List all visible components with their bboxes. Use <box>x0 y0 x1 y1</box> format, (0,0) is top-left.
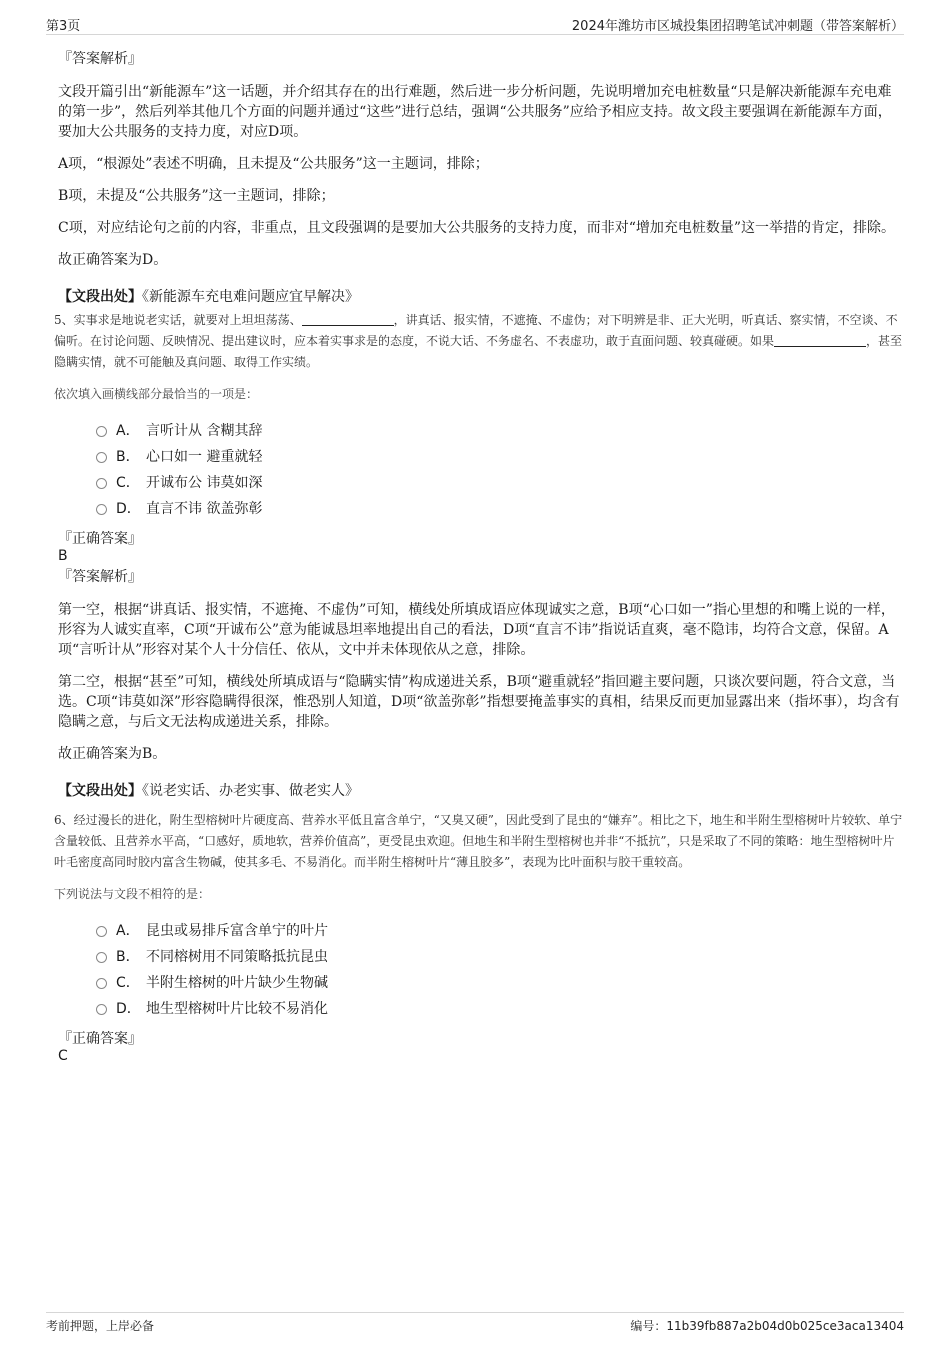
q5-text-part-3: ，甚至隐瞒实情，就不可能触及真问题、取得工作实绩。 <box>54 334 903 369</box>
q6-question-text: 6、经过漫长的进化，附生型榕树叶片硬度高、营养水平低且富含单宁，“又臭又硬”，因此受到了昆虫的“嫌弃”。相比之下，地生和半附生型榕树叶片较软、单宁含量较低、且营养水平高，“口感好，质地软，营养价值高”，更受昆虫欢迎。但地生和半附生型榕树也并非“不抵抗”，只是采取了不同的策略：地生型榕树叶片叶毛密度高同时胶内富含生物碱，使其多毛、不易消化。而半附生榕树叶片“薄且胶多”，表现为比叶面积与胶干重较高。 <box>54 813 903 869</box>
radio-icon[interactable] <box>96 926 107 937</box>
q4-analysis-paragraph-2: A项，“根源处”表述不明确，且未提及“公共服务”这一主题词，排除； <box>58 156 489 172</box>
q5-text-part-1: 5、实事求是地说老实话，就要对上坦坦荡荡、 <box>54 313 302 327</box>
q5-analysis-label: 『答案解析』 <box>58 569 142 585</box>
q5-conclusion: 故正确答案为B。 <box>58 746 167 762</box>
q5-option-d[interactable]: D． 直言不讳 欲盖弥彰 <box>96 496 904 522</box>
q5-text-part-2: ，讲真话、报实情，不遮掩、不虚伪；对下明辨是非、正大光明，听真话、察实情，不空谈、不偏听。在讨论问题、反映情况、提出建议时，应本着实事求是的态度，不说大话、不务虚名、不表虚功，敢于直面问题、较真碰硬。如果 <box>54 313 898 348</box>
footer-slogan: 考前押题，上岸必备 <box>46 1319 155 1333</box>
footer-code-value: 11b39fb887a2b04d0b025ce3aca13404 <box>666 1319 904 1333</box>
q5-prompt: 依次填入画横线部分最恰当的一项是： <box>54 387 259 401</box>
radio-icon[interactable] <box>96 478 107 489</box>
q5-blank-1 <box>302 313 394 326</box>
q4-source <box>58 286 904 306</box>
q6-answer-label: 『正确答案』 <box>58 1031 142 1047</box>
radio-icon[interactable] <box>96 952 107 963</box>
q5-source-title: 《说老实话、办老实事、做老实人》 <box>142 783 359 799</box>
q5-source-label: 【文段出处】 <box>58 783 142 799</box>
q4-conclusion: 故正确答案为D。 <box>58 252 168 268</box>
radio-icon[interactable] <box>96 452 107 463</box>
q5-answer-label: 『正确答案』 <box>58 531 142 547</box>
q6-option-c[interactable]: C． 半附生榕树的叶片缺少生物碱 <box>96 970 904 996</box>
q6-option-a[interactable]: A． 昆虫或易排斥富含单宁的叶片 <box>96 918 904 944</box>
q5-question-text <box>54 310 904 373</box>
q5-blank-2 <box>774 334 866 347</box>
radio-icon[interactable] <box>96 1004 107 1015</box>
q6-prompt: 下列说法与文段不相符的是： <box>54 887 211 901</box>
q6-options <box>96 918 904 1022</box>
q5-analysis-paragraph-2: 第二空，根据“甚至”可知，横线处所填成语与“隐瞒实情”构成递进关系，B项“避重就轻”指回避主要问题，只谈次要问题，符合文意，当选。C项“讳莫如深”形容隐瞒得很深，惟恐别人知道，D项“欲盖弥彰”指想要掩盖事实的真相，结果反而更加显露出来（指坏事），均含有隐瞒之意，与后文无法构成递进关系，排除。 <box>58 674 900 730</box>
q4-analysis-paragraph-4: C项，对应结论句之前的内容，非重点，且文段强调的是要加大公共服务的支持力度，而非对“增加充电桩数量”这一举措的肯定，排除。 <box>58 220 896 236</box>
document-title: 2024年潍坊市区城投集团招聘笔试冲刺题（带答案解析） <box>571 19 904 34</box>
q5-analysis-paragraph-1: 第一空，根据“讲真话、报实情，不遮掩、不虚伪”可知，横线处所填成语应体现诚实之意，B项“心口如一”指心里想的和嘴上说的一样，形容为人诚实直率，C项“开诚布公”意为能诚恳坦率地提出自己的看法，D项“直言不讳”指说话直爽，毫不隐讳，均符合文意，保留。A项“言听计从”形容对某个人十分信任、依从，文中并未体现依从之意，排除。 <box>58 602 895 658</box>
q6-answer: C <box>58 1048 68 1064</box>
q4-analysis-paragraph-3: B项，未提及“公共服务”这一主题词，排除； <box>58 188 335 204</box>
page-header <box>46 12 904 35</box>
page-footer <box>46 1312 904 1335</box>
radio-icon[interactable] <box>96 426 107 437</box>
q4-source-label: 【文段出处】 <box>58 289 142 305</box>
page-number: 第3页 <box>46 19 81 34</box>
q5-option-b[interactable]: B． 心口如一 避重就轻 <box>96 444 904 470</box>
q5-answer: B <box>58 548 68 564</box>
footer-code-label: 编号： <box>630 1319 667 1333</box>
footer-code <box>630 1317 904 1334</box>
q5-source <box>58 780 904 800</box>
radio-icon[interactable] <box>96 978 107 989</box>
q4-analysis-paragraph-1: 文段开篇引出“新能源车”这一话题，并介绍其存在的出行难题，然后进一步分析问题，先说明增加充电桩数量“只是解决新能源车充电难的第一步”，然后列举其他几个方面的问题并通过“这些”进行总结，强调“公共服务”应给予相应支持。故文段主要强调在新能源车方面，要加大公共服务的支持力度，对应D项。 <box>58 84 892 140</box>
q6-option-d[interactable]: D． 地生型榕树叶片比较不易消化 <box>96 996 904 1022</box>
q5-option-c[interactable]: C． 开诚布公 讳莫如深 <box>96 470 904 496</box>
q6-option-b[interactable]: B． 不同榕树用不同策略抵抗昆虫 <box>96 944 904 970</box>
page-content <box>54 44 904 1064</box>
q5-options <box>96 418 904 522</box>
q5-option-a[interactable]: A． 言听计从 含糊其辞 <box>96 418 904 444</box>
radio-icon[interactable] <box>96 504 107 515</box>
q4-analysis-label: 『答案解析』 <box>58 51 142 67</box>
q4-source-title: 《新能源车充电难问题应宜早解决》 <box>142 289 359 305</box>
